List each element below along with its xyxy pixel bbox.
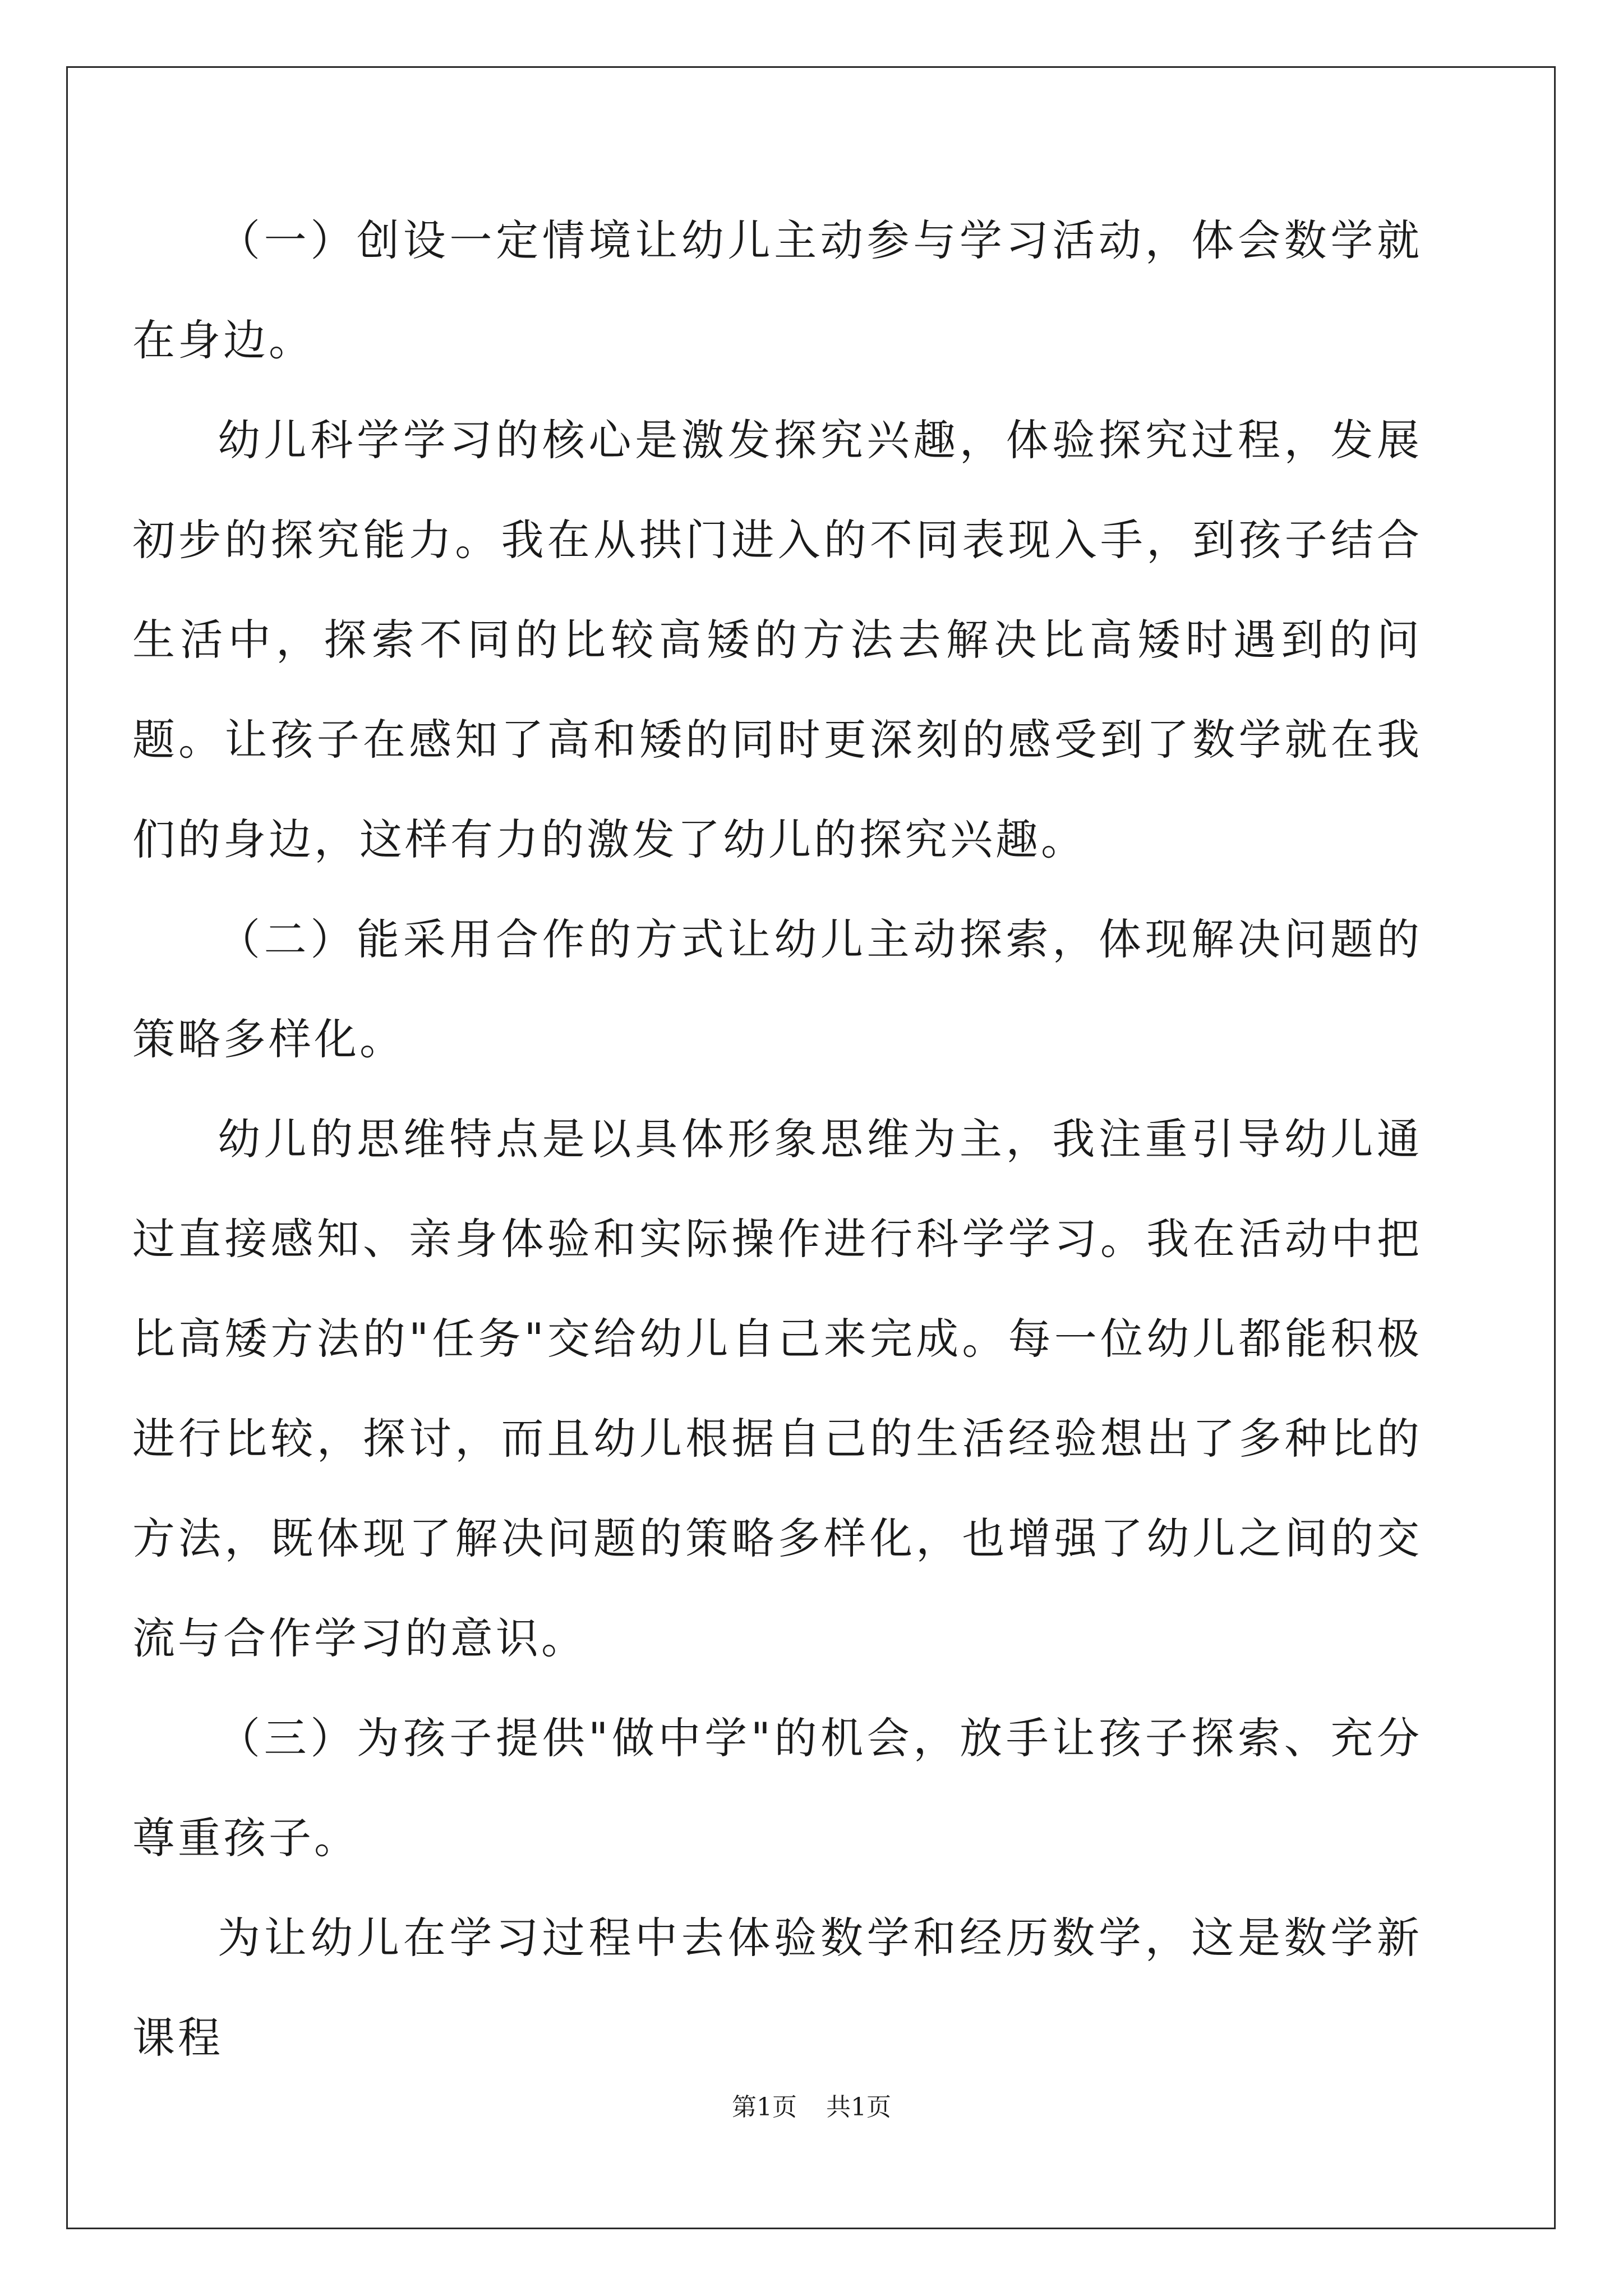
paragraph: （二）能采用合作的方式让幼儿主动探索，体现解决问题的策略多样化。: [132, 914, 1422, 1064]
paragraph: 幼儿科学学习的核心是激发探究兴趣，体验探究过程，发展初步的探究能力。我在从拱门进入的不同表现入手，到孩子结合生活中，探索不同的比较高矮的方法去解决比高矮时遇到的问题。让孩子在感知了高和矮的同时更深刻的感受到了数学就在我们的身边，这样有力的激发了幼儿的探究兴趣。: [132, 415, 1422, 864]
paragraph: （一）创设一定情境让幼儿主动参与学习活动，体会数学就在身边。: [132, 215, 1422, 365]
document-body: [132, 191, 1422, 2088]
paragraph: 幼儿的思维特点是以具体形象思维为主，我注重引导幼儿通过直接感知、亲身体验和实际操作进行科学学习。我在活动中把比高矮方法的"任务"交给幼儿自己来完成。每一位幼儿都能积极进行比较，探讨，而且幼儿根据自己的生活经验想出了多种比的方法，既体现了解决问题的策略多样化，也增强了幼儿之间的交流与合作学习的意识。: [132, 1114, 1422, 1663]
paragraph: （三）为孩子提供"做中学"的机会，放手让孩子探索、充分尊重孩子。: [132, 1713, 1422, 1863]
page-number: 第1页: [732, 2093, 797, 2122]
page-total: 共1页: [826, 2093, 891, 2122]
paragraph: 为让幼儿在学习过程中去体验数学和经历数学，这是数学新课程: [132, 1913, 1422, 2063]
page-footer: [0, 2087, 1623, 2123]
